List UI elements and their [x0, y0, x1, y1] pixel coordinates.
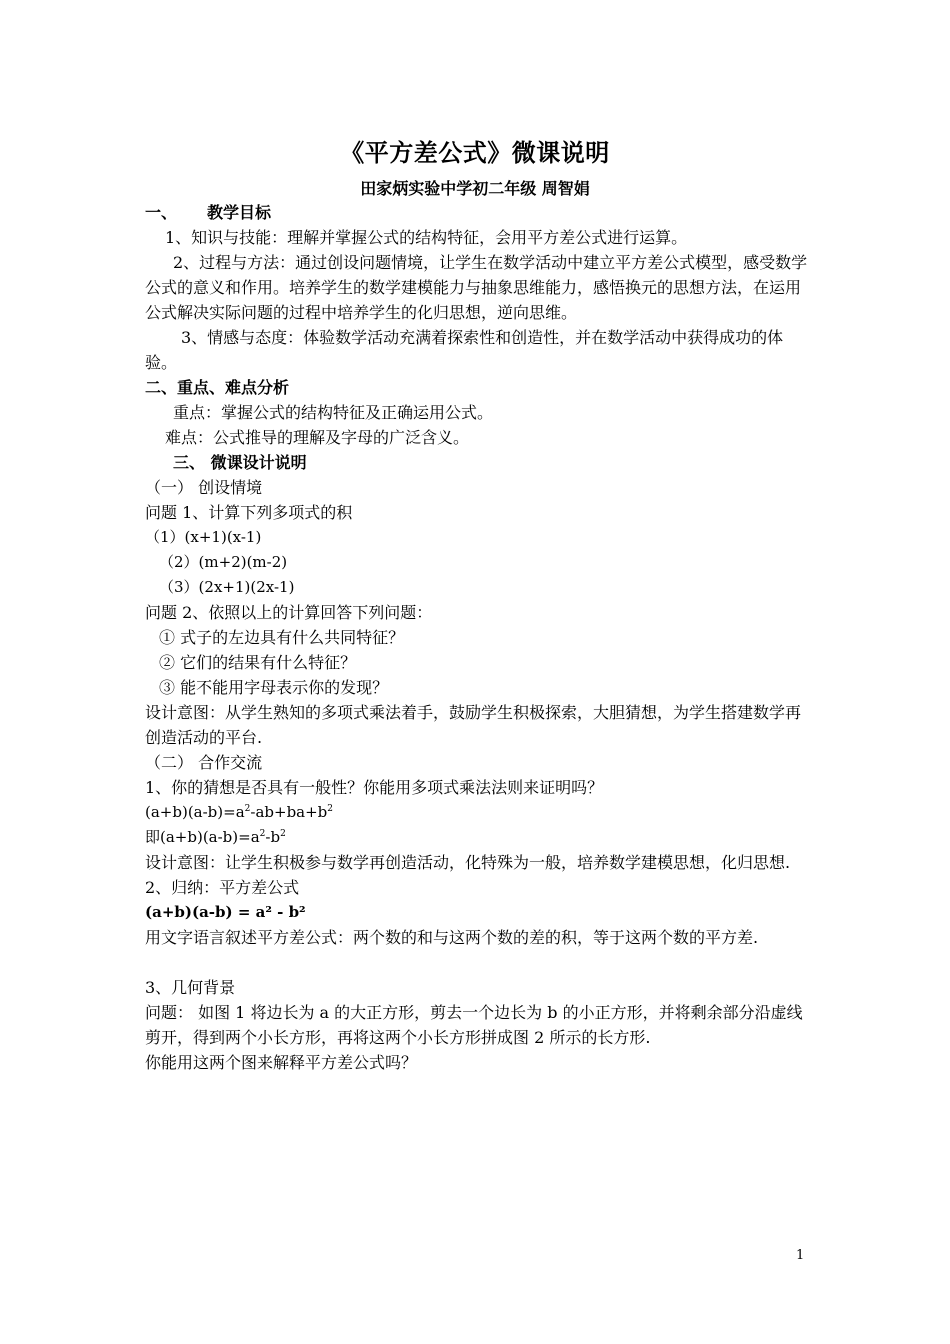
author-line: 田家炳实验中学初二年级 周智娟: [360, 179, 590, 198]
q2-item: ① 式子的左边具有什么共同特征？: [159, 628, 405, 647]
design-intent-1: 设计意图：从学生熟知的多项式乘法着手，鼓励学生积极探索，大胆猜想，为学生搭建数学再创造活动的平台.: [145, 703, 802, 747]
result-formula: 即$(a+b)(a-b)=a^2-b^2$: [145, 828, 286, 846]
section-title: 教学目标: [207, 203, 272, 222]
geometry-question: 问题： 如图 1 将边长为 a 的大正方形，剪去一个边长为 b 的小正方形，并将剩余部分沿虚线剪开，得到两个小长方形，再将这两个小长方形拼成图 2 所示的长方形.: [145, 1003, 803, 1047]
cooperation-question: 1、你的猜想是否具有一般性？你能用多项式乘法法则来证明吗？: [145, 778, 604, 797]
page-number: 1: [796, 1248, 805, 1263]
goal-process: 2、过程与方法：通过创设问题情境，让学生在数学活动中建立平方差公式模型，感受数学公式的意义和作用。培养学生的数学建模能力与抽象思维能力，感悟换元的思想方法，在运用公式解决实际问题的过程中培养学生的化归思想，逆向思维。: [145, 253, 808, 322]
summary-heading: 2、归纳：平方差公式: [145, 878, 300, 897]
goal-knowledge: 1、知识与技能：理解并掌握公式的结构特征，会用平方差公式进行运算。: [165, 228, 688, 247]
geometry-ask: 你能用这两个图来解释平方差公式吗？: [145, 1053, 418, 1072]
difference-of-squares-formula: (a+b)(a-b) = a² - b²: [145, 903, 306, 921]
section-heading-objectives: [145, 200, 810, 225]
difficulty-point: 难点：公式推导的理解及字母的广泛含义。: [165, 428, 470, 447]
section-heading-keypoints: 二、重点、难点分析: [145, 378, 290, 397]
section-heading-design: 三、 微课设计说明: [173, 453, 307, 472]
q1-item: （1）(x+1)(x-1): [145, 528, 262, 546]
question-2: 问题 2、依照以上的计算回答下列问题：: [145, 603, 433, 622]
expansion-formula: $(a+b)(a-b)=a^2-ab+ba+b^2$: [145, 803, 334, 821]
question-1: 问题 1、计算下列多项式的积: [145, 503, 353, 522]
q1-item: （3）(2x+1)(2x-1): [159, 578, 295, 596]
q1-item: （2）(m+2)(m-2): [159, 553, 288, 571]
design-intent-2: 设计意图：让学生积极参与数学再创造活动，化特殊为一般，培养数学建模思想，化归思想.: [145, 853, 791, 872]
document-body: [145, 200, 810, 1075]
blank-line: [145, 950, 810, 975]
section-number: 一、: [145, 203, 178, 222]
formula-description: 用文字语言叙述平方差公式：两个数的和与这两个数的差的积，等于这两个数的平方差.: [145, 928, 759, 947]
page-title: 《平方差公式》微课说明: [340, 138, 610, 167]
part-heading-situation: （一） 创设情境: [145, 478, 263, 497]
key-point: 重点：掌握公式的结构特征及正确运用公式。: [173, 403, 494, 422]
goal-emotion: 3、情感与态度：体验数学活动充满着探索性和创造性，并在数学活动中获得成功的体验。: [145, 328, 784, 372]
q2-item: ③ 能不能用字母表示你的发现？: [159, 678, 389, 697]
q2-item: ② 它们的结果有什么特征？: [159, 653, 357, 672]
geometry-heading: 3、几何背景: [145, 978, 236, 997]
part-heading-cooperation: （二） 合作交流: [145, 753, 263, 772]
